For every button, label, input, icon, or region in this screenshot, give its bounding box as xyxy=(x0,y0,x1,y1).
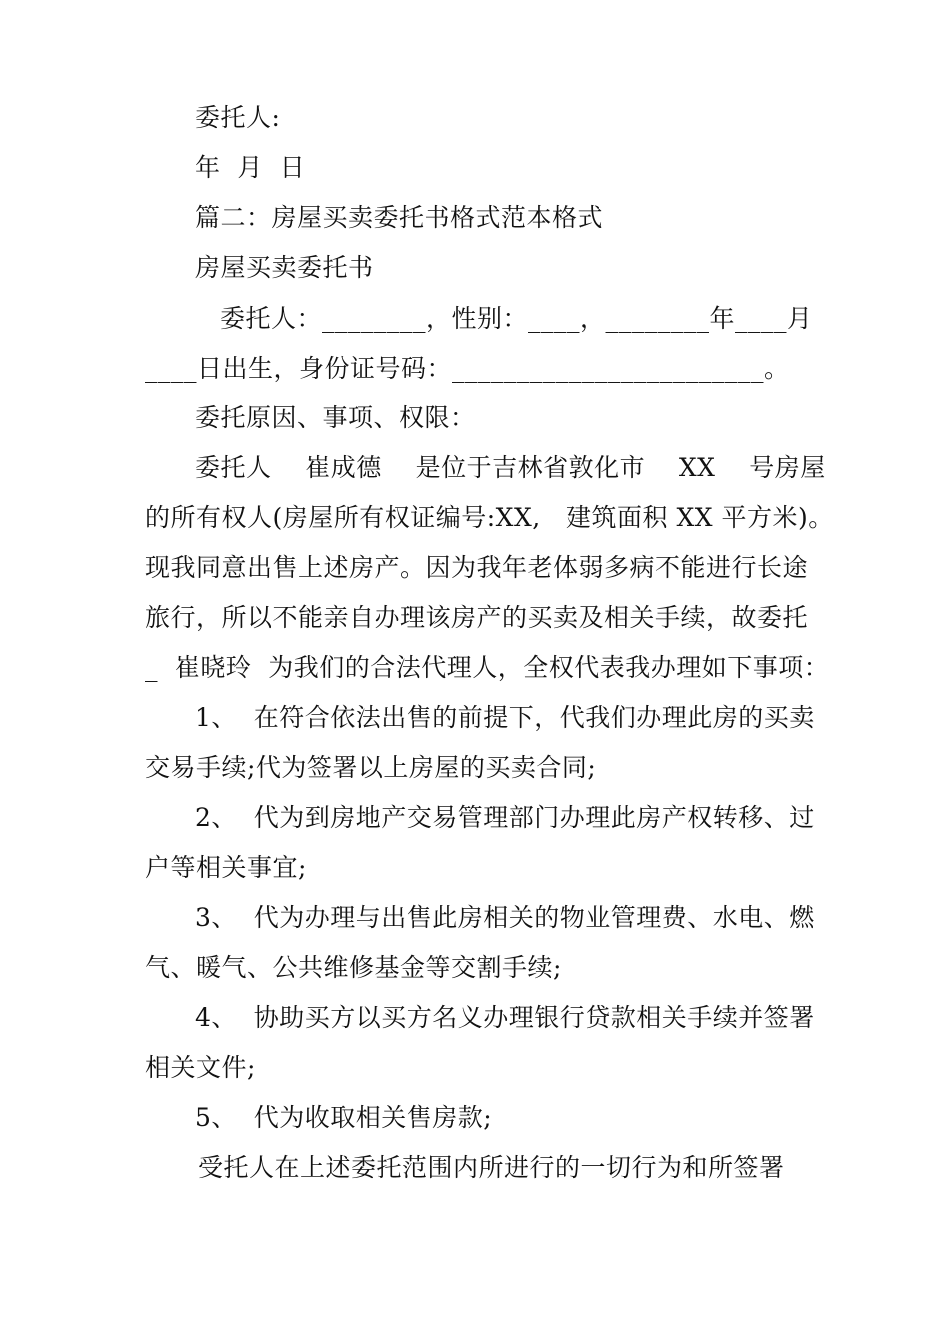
text-line: ____日出生，身份证号码：________________________。 xyxy=(145,354,790,383)
text-line: 委托原因、事项、权限： xyxy=(195,403,476,432)
text-line: 受托人在上述委托范围内所进行的一切行为和所签署 xyxy=(198,1153,785,1182)
list-item-2: 2、 代为到房地产交易管理部门办理此房产权转移、过 xyxy=(195,803,815,832)
text-line: 相关文件; xyxy=(145,1053,256,1082)
list-item-1: 1、 在符合依法出售的前提下，代我们办理此房的买卖 xyxy=(195,703,815,732)
text-line: 旅行，所以不能亲自办理该房产的买卖及相关手续，故委托 xyxy=(145,603,809,632)
list-item-5: 5、 代为收取相关售房款; xyxy=(195,1103,493,1132)
text-line: 委托人 崔成德 是位于吉林省敦化市 XX 号房屋 xyxy=(195,453,826,482)
text-line: 气、暖气、公共维修基金等交割手续; xyxy=(145,953,562,982)
text-line: 的所有权人(房屋所有权证编号:XX, 建筑面积 XX 平方米)。 xyxy=(145,503,834,532)
text-line: 篇二：房屋买卖委托书格式范本格式 xyxy=(195,203,604,232)
text-line: 交易手续;代为签署以上房屋的买卖合同; xyxy=(145,753,597,782)
text-line: 房屋买卖委托书 xyxy=(195,253,374,282)
text-line: 年 月 日 xyxy=(195,153,306,182)
list-item-3: 3、 代为办理与出售此房相关的物业管理费、水电、燃 xyxy=(195,903,815,932)
text-line: 委托人: xyxy=(195,103,281,132)
list-item-4: 4、 协助买方以买方名义办理银行贷款相关手续并签署 xyxy=(195,1003,815,1032)
text-line: 户等相关事宜; xyxy=(145,853,307,882)
text-line: 现我同意出售上述房产。因为我年老体弱多病不能进行长途 xyxy=(145,553,809,582)
text-line: 委托人：________，性别：____，________年____月 xyxy=(220,304,813,333)
text-line: _ 崔晓玲 为我们的合法代理人，全权代表我办理如下事项： xyxy=(145,653,830,682)
